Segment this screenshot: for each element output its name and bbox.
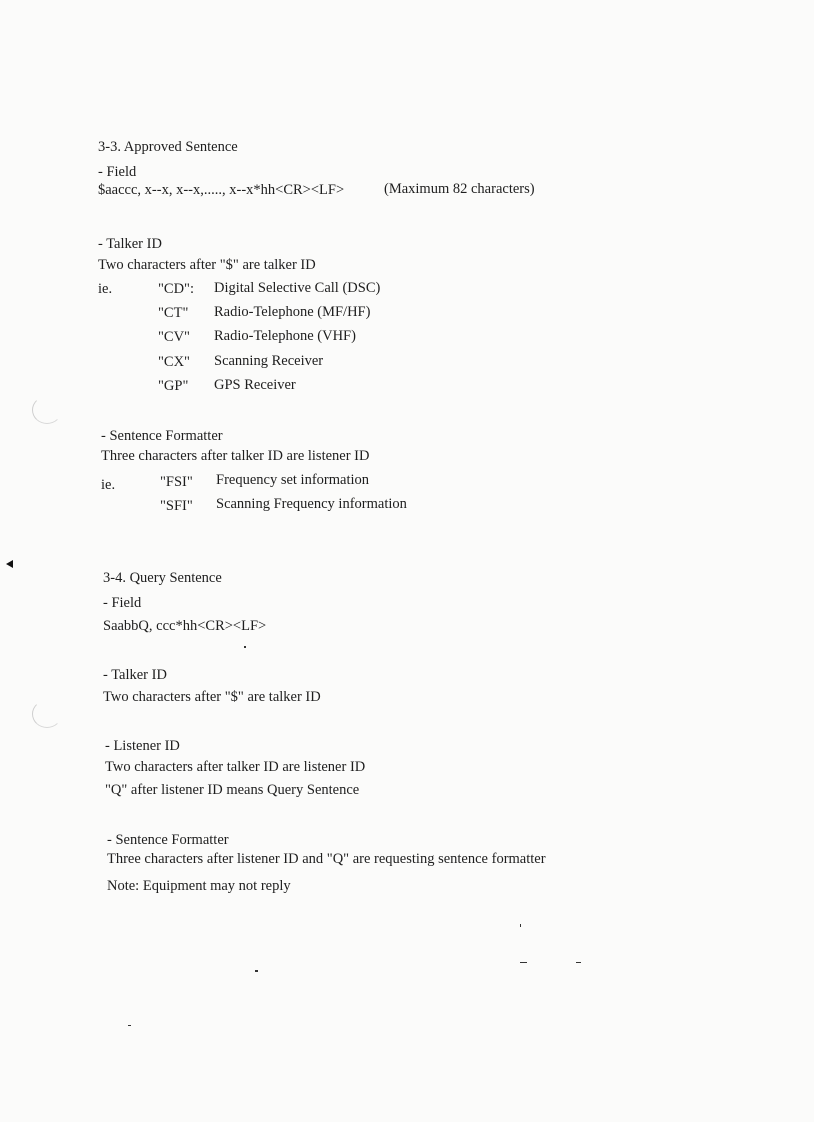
talker-code: "CV" — [158, 329, 190, 345]
note: Note: Equipment may not reply — [107, 878, 291, 894]
talker-desc: GPS Receiver — [214, 377, 296, 393]
talker-id-heading: - Talker ID — [98, 236, 162, 252]
field-format: SaabbQ, ccc*hh<CR><LF> — [103, 618, 267, 634]
talker-id-heading: - Talker ID — [103, 667, 167, 683]
talker-code: "CT" — [158, 305, 189, 321]
speck — [576, 962, 581, 963]
margin-arrow-icon — [6, 560, 13, 568]
speck — [520, 962, 527, 963]
speck — [244, 646, 246, 648]
section-heading: 3-3. Approved Sentence — [98, 139, 238, 155]
talker-code: "GP" — [158, 378, 189, 394]
listener-query-description: "Q" after listener ID means Query Sentence — [105, 782, 360, 798]
talker-desc: Radio-Telephone (MF/HF) — [214, 304, 371, 320]
talker-desc: Digital Selective Call (DSC) — [214, 280, 381, 296]
punch-hole-shadow-top — [32, 396, 62, 424]
formatter-code: "FSI" — [160, 474, 193, 490]
talker-code: "CD": — [158, 281, 195, 297]
formatter-desc: Frequency set information — [216, 472, 370, 488]
talker-desc: Scanning Receiver — [214, 353, 324, 369]
field-max-note: (Maximum 82 characters) — [384, 181, 535, 197]
punch-hole-shadow-bottom — [32, 700, 62, 728]
section-heading: 3-4. Query Sentence — [103, 570, 222, 586]
sentence-formatter-heading: - Sentence Formatter — [101, 428, 223, 444]
sentence-formatter-description: Three characters after talker ID are listener ID — [101, 448, 370, 464]
talker-id-description: Two characters after "$" are talker ID — [103, 689, 321, 705]
ie-label: ie. — [101, 477, 116, 493]
listener-id-description: Two characters after talker ID are listener ID — [105, 759, 366, 775]
field-format: $aaccc, x--x, x--x,....., x--x*hh<CR><LF> — [98, 182, 345, 198]
sentence-formatter-heading: - Sentence Formatter — [107, 832, 229, 848]
talker-desc: Radio-Telephone (VHF) — [214, 328, 356, 344]
speck — [128, 1025, 131, 1026]
speck — [255, 970, 258, 972]
sentence-formatter-description: Three characters after listener ID and "Q" are requesting sentence formatter — [107, 851, 546, 867]
talker-id-description: Two characters after "$" are talker ID — [98, 257, 316, 273]
talker-code: "CX" — [158, 354, 190, 370]
formatter-code: "SFI" — [160, 498, 193, 514]
formatter-desc: Scanning Frequency information — [216, 496, 407, 512]
field-label: - Field — [98, 164, 137, 180]
listener-id-heading: - Listener ID — [105, 738, 180, 754]
speck — [520, 924, 521, 927]
field-label: - Field — [103, 595, 142, 611]
ie-label: ie. — [98, 281, 113, 297]
